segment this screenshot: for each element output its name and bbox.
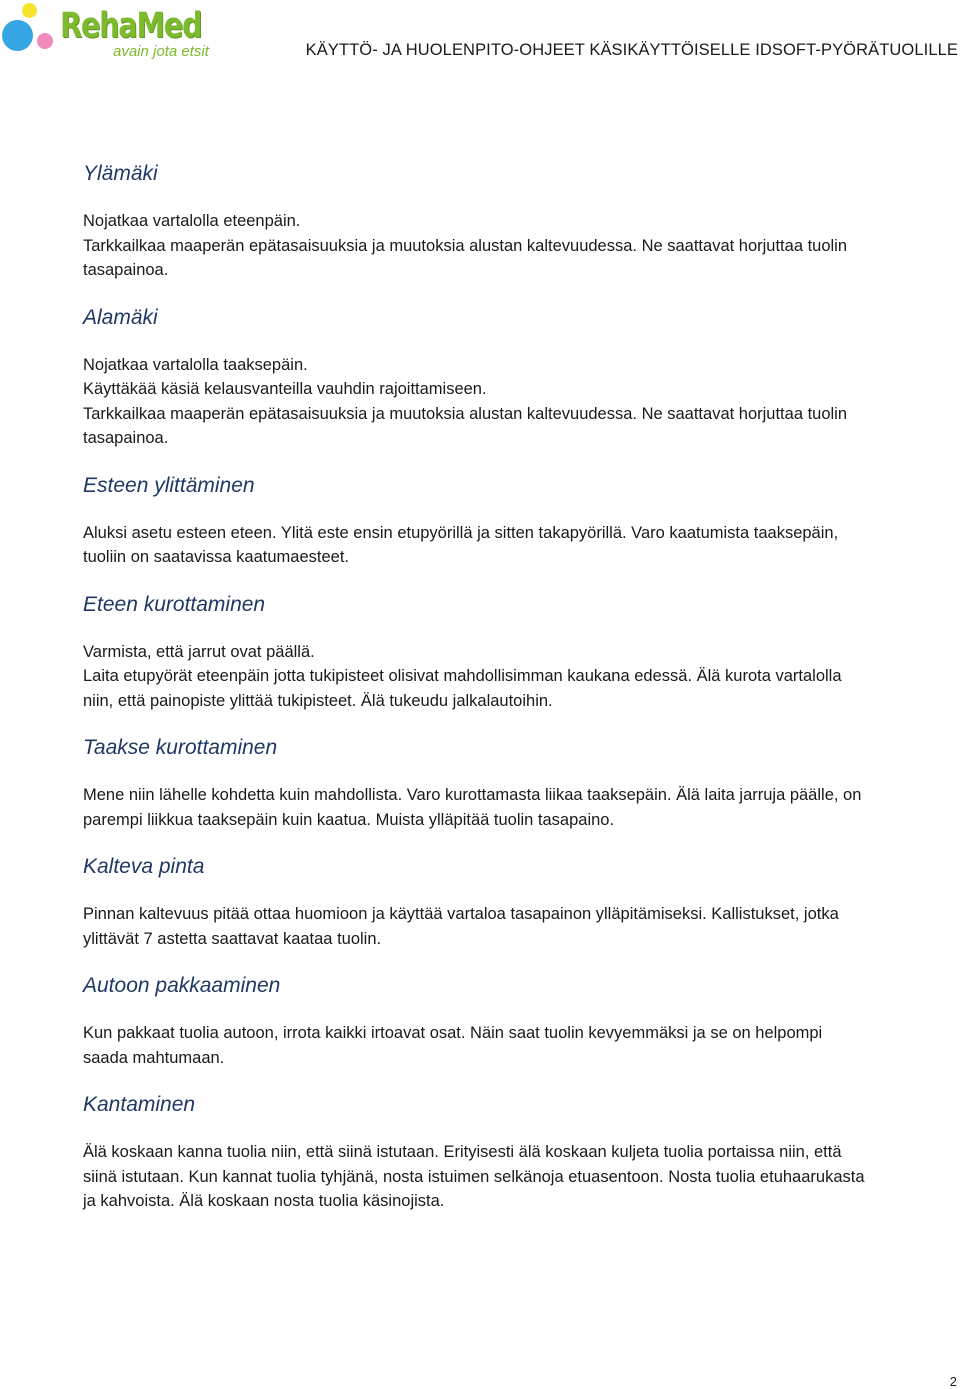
section-body [83, 1021, 959, 1070]
body-text-line: Aluksi asetu esteen eteen. Ylitä este ensin etupyörillä ja sitten takapyörillä. Varo kaatumista taaksepäin, [83, 523, 839, 542]
section [83, 160, 959, 283]
section [83, 734, 959, 832]
body-text-line: saada mahtumaan. [83, 1048, 225, 1067]
page-number: 2 [949, 1374, 957, 1389]
body-text-line: parempi liikkua taaksepäin kuin kaatua. Muista ylläpitää tuolin tasapaino. [83, 810, 615, 829]
body-text-line: siinä istutaan. Kun kannat tuolia tyhjänä, nosta istuimen selkänoja etuasentoon. Nosta tuolia etuhaarukasta [83, 1167, 865, 1186]
section-body [83, 902, 959, 951]
section-heading: Autoon pakkaaminen [83, 974, 281, 997]
body-text-line: tuoliin on saatavissa kaatumaesteet. [83, 548, 349, 566]
section [83, 472, 959, 570]
body-text-line: Nojatkaa vartalolla taaksepäin. [83, 355, 308, 374]
body-text-line: ja kahvoista. Älä koskaan nosta tuolia käsinojista. [83, 1192, 445, 1210]
section [83, 972, 959, 1070]
body-text-line: ylittävät 7 astetta saattavat kaataa tuolin. [83, 929, 382, 948]
body-text-line: tasapainoa. [83, 429, 169, 447]
document-header-title: KÄYTTÖ- JA HUOLENPITO-OHJEET KÄSIKÄYTTÖISELLE IDSOFT-PYÖRÄTUOLILLE [305, 41, 958, 59]
body-text-line: Tarkkailkaa maaperän epätasaisuuksia ja muutoksia alustan kaltevuudessa. Ne saattavat horjuttaa tuolin [83, 404, 848, 423]
section-heading: Kalteva pinta [83, 855, 205, 878]
body-text-line: Kun pakkaat tuolia autoon, irrota kaikki irtoavat osat. Näin saat tuolin kevyemmäksi ja se on helpompi [83, 1024, 823, 1042]
section-heading: Eteen kurottaminen [83, 592, 266, 616]
section-heading: Kantaminen [83, 1093, 196, 1116]
logo-pink-dot [37, 33, 53, 49]
section-heading: Taakse kurottaminen [83, 736, 278, 759]
body-text-line: Nojatkaa vartalolla eteenpäin. [83, 212, 301, 230]
body-text-line: Mene niin lähelle kohdetta kuin mahdollista. Varo kurottamasta liikaa taaksepäin. Älä laita jarruja päälle, on [83, 786, 862, 804]
document-body [83, 160, 959, 1235]
logo-wordmark: RehaMed [60, 6, 202, 46]
section-heading: Ylämäki [83, 162, 158, 185]
section [83, 304, 959, 451]
logo-blue-dot [2, 20, 33, 51]
body-text-line: Laita etupyörät eteenpäin jotta tukipisteet olisivat mahdollisimman kaukana edessä. Älä kurota vartalolla [83, 667, 842, 685]
section-body [83, 640, 959, 714]
body-text-line: Käyttäkää käsiä kelausvanteilla vauhdin rajoittamiseen. [83, 380, 487, 398]
body-text-line: Tarkkailkaa maaperän epätasaisuuksia ja muutoksia alustan kaltevuudessa. Ne saattavat horjuttaa tuolin [83, 236, 848, 255]
section [83, 591, 959, 714]
section-heading: Alamäki [83, 305, 158, 329]
section-body [83, 783, 959, 832]
section-body [83, 209, 959, 283]
logo-tagline: avain jota etsit [113, 43, 209, 60]
section [83, 853, 959, 951]
rehamed-logo [0, 0, 230, 70]
logo-yellow-dot [22, 3, 37, 18]
body-text-line: Pinnan kaltevuus pitää ottaa huomioon ja käyttää vartaloa tasapainon ylläpitämiseksi. Kallistukset, jotka [83, 905, 839, 923]
body-text-line: niin, että painopiste ylittää tukipisteet. Älä tukeudu jalkalautoihin. [83, 691, 553, 710]
section-heading: Esteen ylittäminen [83, 473, 255, 497]
section-body [83, 521, 959, 570]
section [83, 1091, 959, 1214]
section-body [83, 353, 959, 451]
section-body [83, 1140, 959, 1214]
body-text-line: Varmista, että jarrut ovat päällä. [83, 642, 315, 661]
body-text-line: Älä koskaan kanna tuolia niin, että siinä istutaan. Erityisesti älä koskaan kuljeta tuolia portaissa niin, että [83, 1143, 842, 1161]
body-text-line: tasapainoa. [83, 261, 169, 279]
